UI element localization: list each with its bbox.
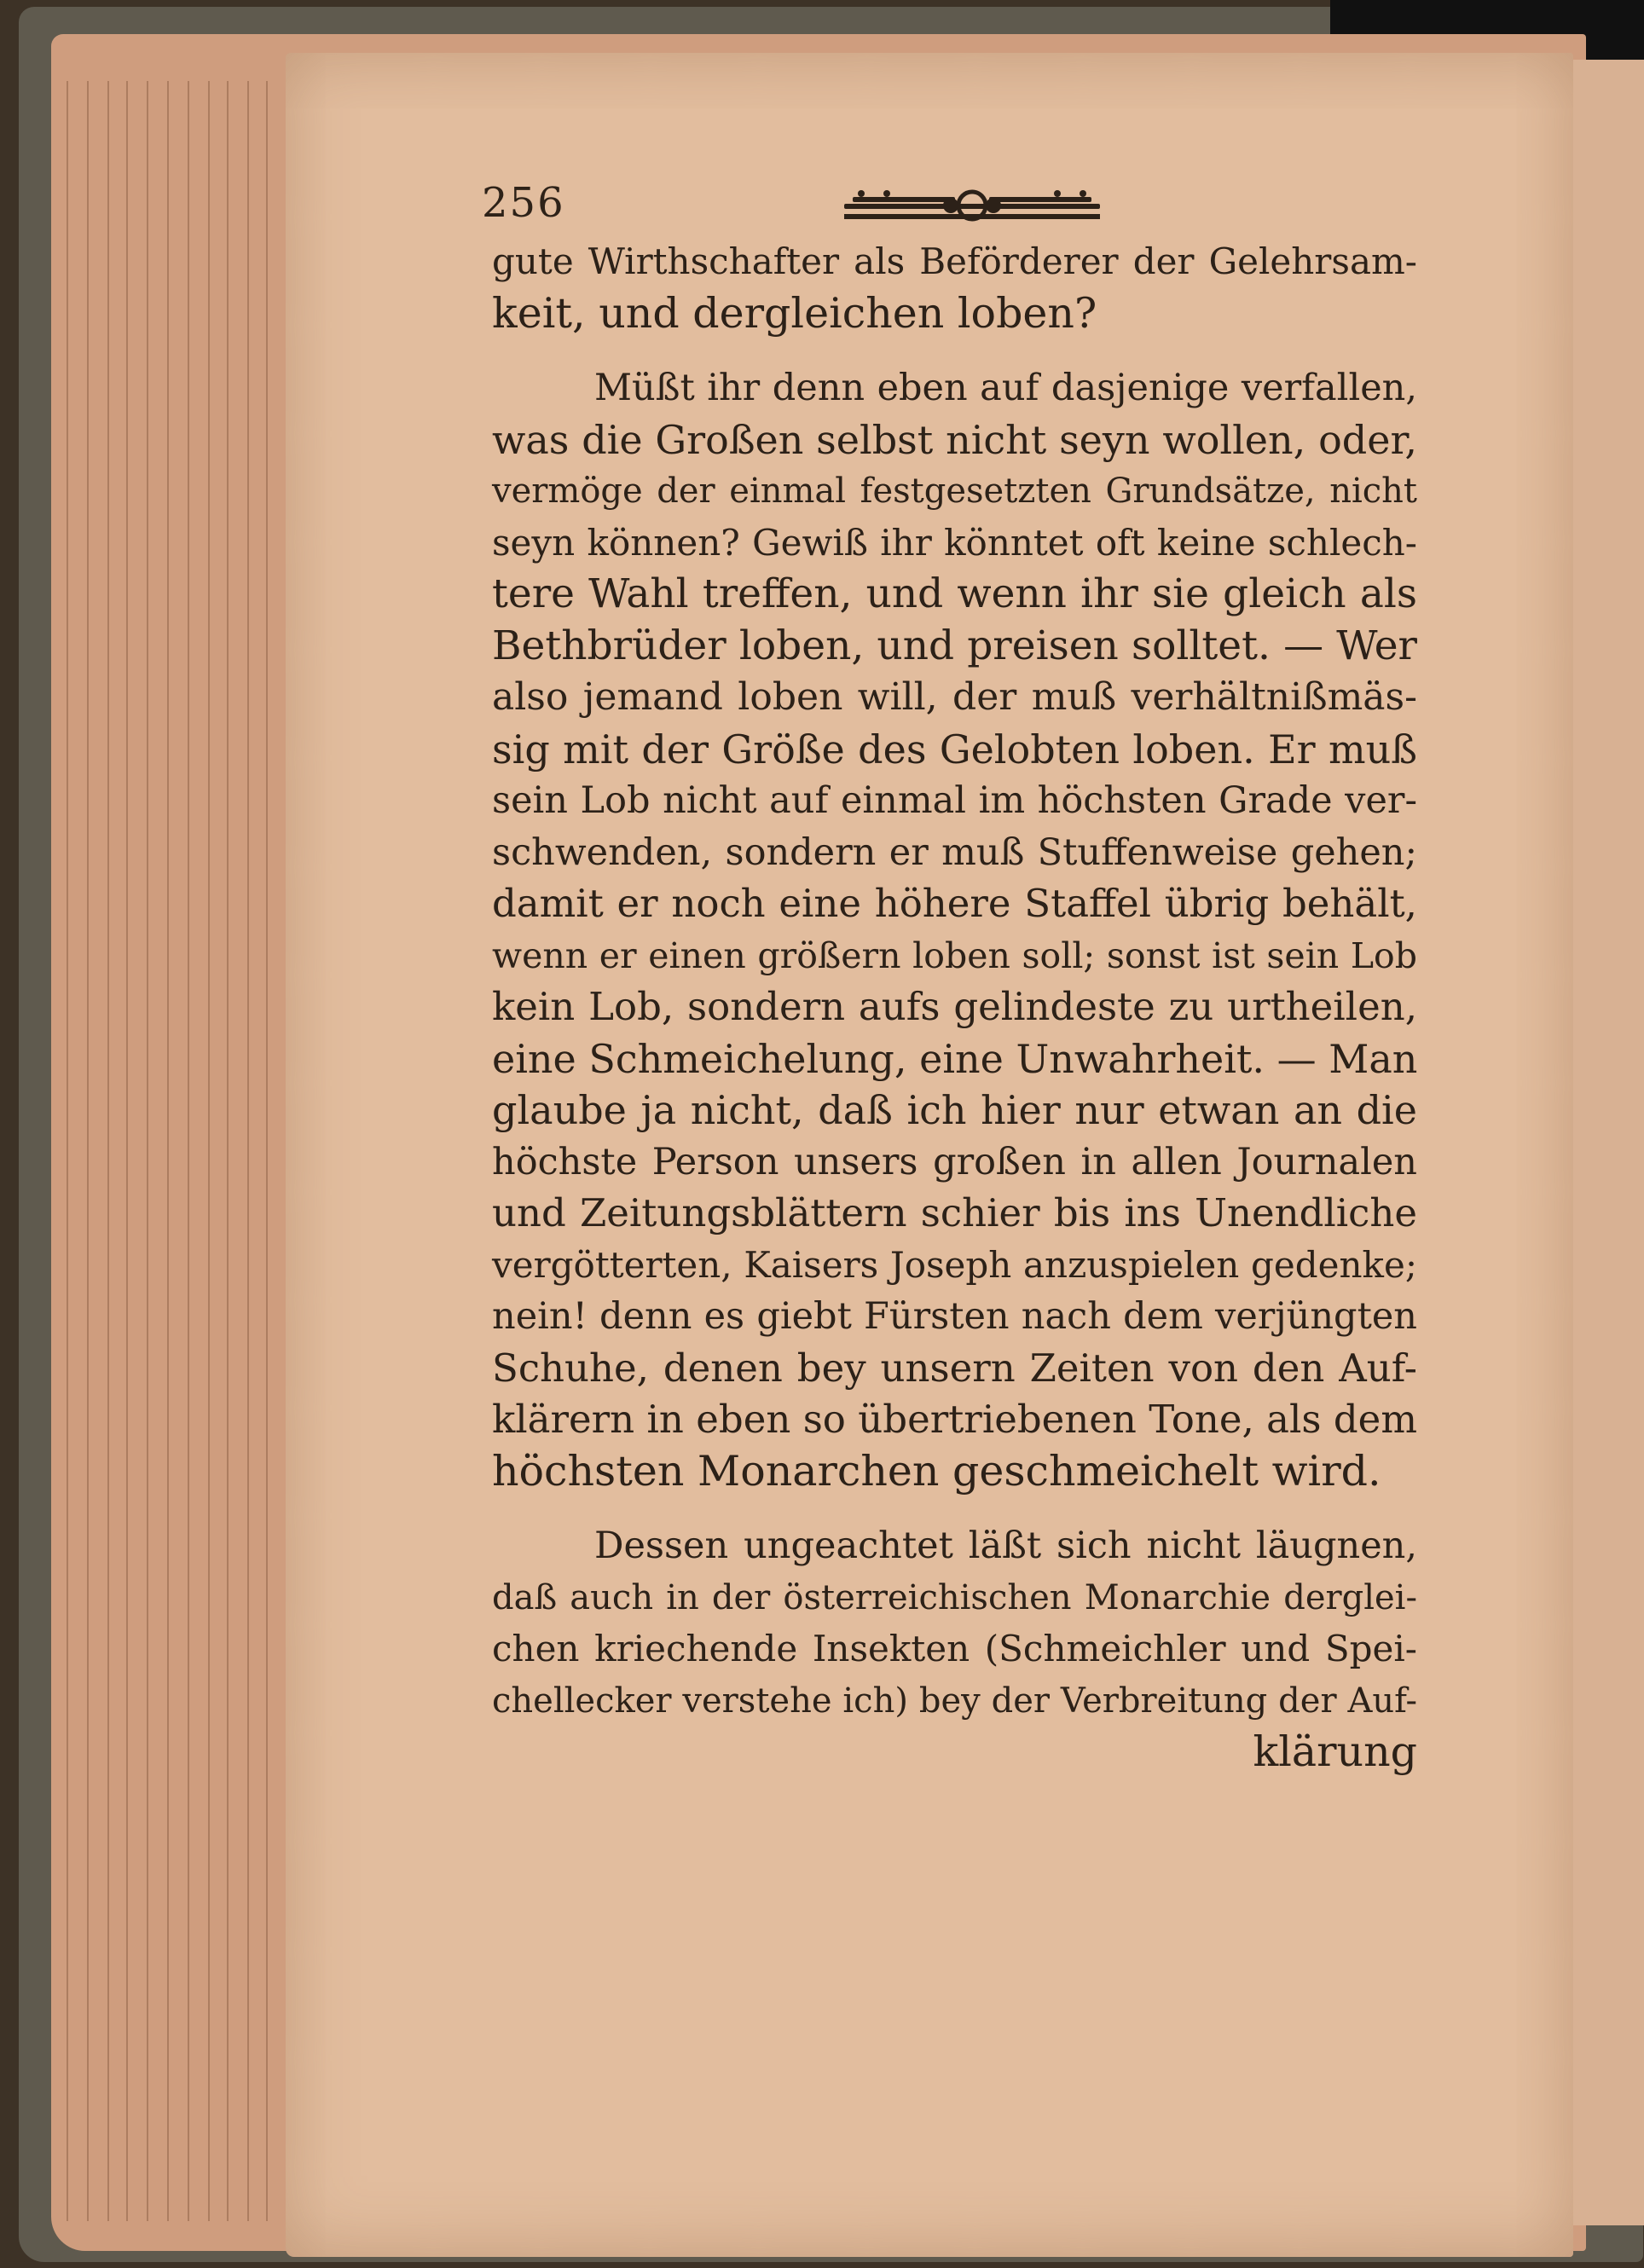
text-line: also jemand loben will, der muß verhältnißmäs- [492,675,1417,719]
text-line: schwenden, sondern er muß Stuffenweise gehen; [492,830,1417,874]
text-line: sein Lob nicht auf einmal im höchsten Grade ver- [492,779,1417,822]
text-line: wenn er einen größern loben soll; sonst ist sein Lob [492,934,1417,976]
text-line: höchsten Monarchen geschmeichelt wird. [492,1446,1381,1496]
text-line: und Zeitungsblättern schier bis ins Unendliche [492,1190,1417,1235]
text-line: kein Lob, sondern aufs gelindeste zu urtheilen, [492,984,1417,1029]
text-line: vergötterten, Kaisers Joseph anzuspielen gedenke; [492,1243,1417,1286]
text-line: Müßt ihr denn eben auf dasjenige verfallen, [594,367,1417,409]
page-number: 256 [482,179,565,227]
paragraph-3 [492,1520,1417,1779]
text-line: Dessen ungeachtet läßt sich nicht läugnen, [594,1525,1417,1567]
paragraph-2 [492,362,1417,1497]
catchword: klärung [1253,1727,1417,1776]
text-line: nein! denn es giebt Fürsten nach dem verjüngten [492,1295,1417,1338]
text-line: vermöge der einmal festgesetzten Grundsätze, nicht [492,472,1417,511]
text-line: klärern in eben so übertriebenen Tone, als dem [492,1397,1417,1442]
headpiece-ornament [844,185,1100,228]
text-line: eine Schmeichelung, eine Unwahrheit. — Man [492,1035,1418,1082]
text-line: keit, und dergleichen loben? [492,288,1097,338]
text-line: höchste Person unsers großen in allen Journalen [492,1140,1417,1183]
book-page [286,53,1573,2257]
page-text [492,236,1417,1779]
text-line: tere Wahl treffen, und wenn ihr sie gleich als [492,570,1417,617]
text-line: chellecker verstehe ich) bey der Verbreitung der Auf- [492,1681,1417,1721]
text-line: sig mit der Größe des Gelobten loben. Er muß [492,726,1417,772]
text-line: seyn können? Gewiß ihr könntet oft keine schlech- [492,521,1417,564]
text-line: Schuhe, denen bey unsern Zeiten von den Auf- [492,1345,1417,1391]
text-line: Bethbrüder loben, und preisen solltet. — Wer [492,622,1417,669]
text-line: damit er noch eine höhere Staffel übrig behält, [492,881,1417,926]
text-line: daß auch in der österreichischen Monarchie derglei- [492,1577,1417,1617]
paragraph-1 [492,236,1417,339]
text-line: gute Wirthschafter als Beförderer der Gelehrsam- [492,240,1417,282]
text-line: was die Großen selbst nicht seyn wollen, oder, [492,416,1417,463]
text-line: glaube ja nicht, daß ich hier nur etwan an die [492,1087,1417,1133]
text-line: chen kriechende Insekten (Schmeichler und Spei- [492,1628,1417,1669]
